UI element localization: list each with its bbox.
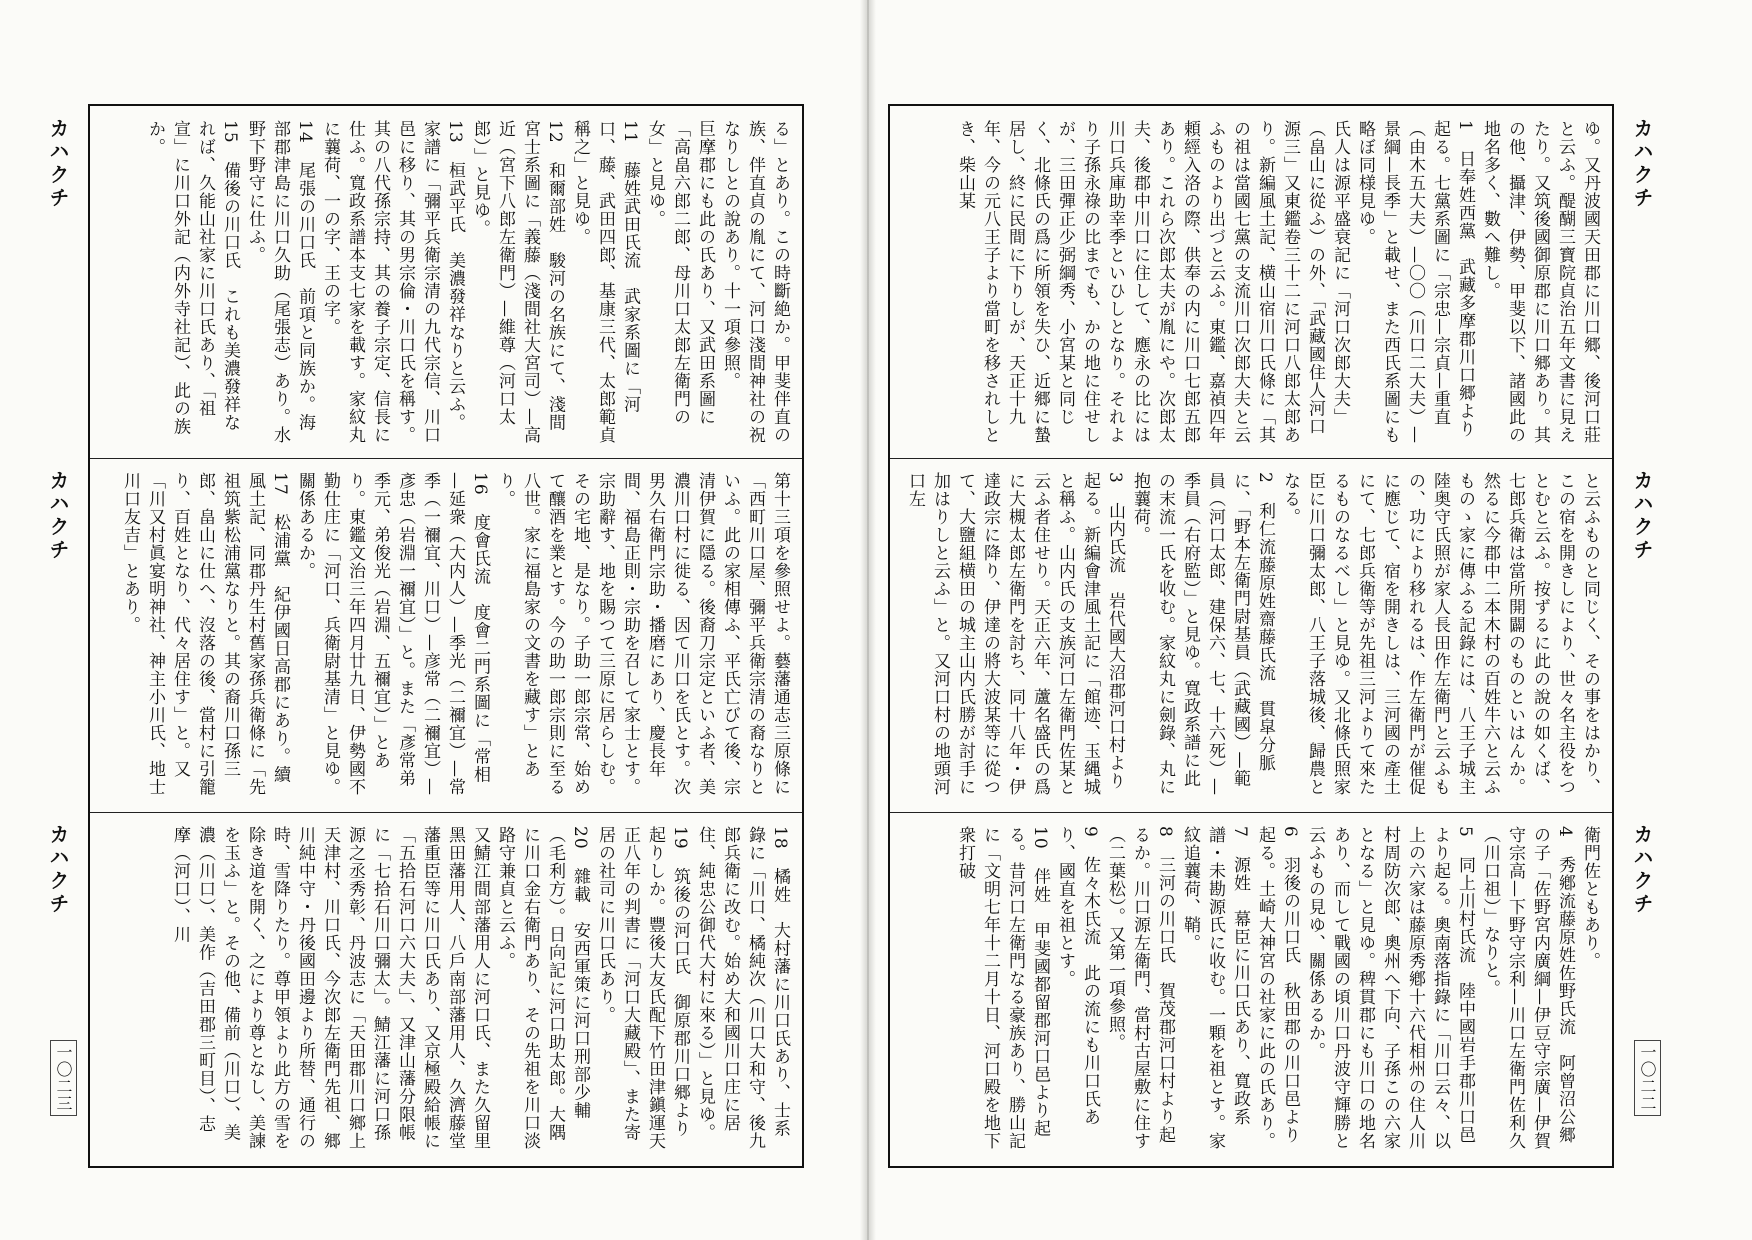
page-number: 一〇二三 <box>50 1040 77 1116</box>
body-text: と云ふものと同じく、その事をはかり、この宿を開きしにより、世々名主役をつとむと云ふ。按ずるに此の說の如くば、七郎兵衛は當所開闢のものといはんか。然るに今郡中二本木村の百姓牛六と云ふものゝ家に傳ふる記錄には、八王子城主陸奥守氏照が家人長田作左衛門と云ふもの、功により移れるは、作左衛門が催促に應じて、宿を開きしは、三河國の產土にて、七郎兵衛等が先祖三河よりて來たるものなるべし」と見ゆ。又北條氏照家臣に川口彌太郎、八王子落城後、歸農となる。 2 利仁流藤原姓齋藤氏流 貫皐分脈に、「野本左衛門尉基員（武藏國）—範員（河口太郎、建保六、七、十六死）—季員（右府監）」と見ゆ。寬政系譜に此の末流一氏を收む。家紋丸に劍錄、丸に抱蘘荷。 3 山内氏流 岩代國大沼郡河口村より起る。新編會津風土記に「館迹、玉縄城と稱ふ。山内氏の支族河口左衛門佐某と云ふ者住せり。天正六年、蘆名盛氏の爲に大槻太郎左衛門を討ち、同十八年・伊達政宗に降り、伊達の將大波某等に從つて、大鹽組横田の城主山内氏勝が討手に加はりしと云ふ」と。又河口村の地頭河口左 <box>905 472 1600 796</box>
band-divider <box>90 458 802 459</box>
body-text: ゆ。又丹波國天田郡に川口郷、後河口莊と云ふ。醍醐三寶院貞治五年文書に見えたり。又筑後國御原郡に川口郷あり。其の他、攝津、伊勢、甲斐以下、諸國此の地名多く、數へ難し。 1 日奉姓西黨 武藏多摩郡川口郷より起る。七黨系圖に「宗忠—宗貞—重直（由木五大夫）—〇〇（川口二大夫）—景綱—長季」と載せ、また西氏系圖にも略ぼ同様見ゆ。 氏人は源平盛衰記に「河口次郎大夫」（畠山に從ふ）の外、「武藏國住人河口源三」又東鑑卷三十二に河口八郎太郎あり。新編風土記、横山宿川口氏條に「其の祖は當國七黨の支流川口次郎大夫と云ふものより出づと云ふ。東鑑、嘉禎四年頼經入洛の際、供奉の内に川口七郎五郎あり。これら次郎太夫が胤にや。次郎太夫、後郡中川口に住して、應永の比には川口兵庫助幸季といひしとなり。それより子孫永祿の比までも、かの地に住せしが、三田彈正少弼綱秀、小宮某と同じく、北條氏の爲に所領を失ひ、近郷に蟄居し、終に民間に下りしが、天正十九年、今の元八王子より當町を移されしとき、柴山某 <box>955 120 1600 444</box>
band-divider <box>890 458 1612 459</box>
text-band-top <box>890 106 1612 458</box>
body-text: 衛門佐ともあり。 4 秀鄕流藤原姓佐野氏流 阿曾沼公郷の子「佐野宮内廣綱—伊豆守宗廣—伊賀守宗高—下野守宗利—川口左衛門佐利久（川口祖）」なりと。 5 同上川村氏流 陸中國岩手郡川口邑より起る。奧南落指錄に「川口云々、以上の六家は藤原秀鄕十六代相州の住人川村周防次郎、奧州へ下向、子孫この六家となる」と見ゆ。稗貫郡にも川口の地名あり、而して戰國の頃川口丹波守輝勝と云ふもの見ゆ、關係あるか。 6 羽後の川口氏 秋田郡の川口邑より起る。土崎大神宮の社家に此の氏あり。 7 源姓 幕臣に川口氏あり、寬政系譜・未勘源氏に收む。一顆を祖とす。家紋追蘘荷、鞘。 8 三河の川口氏 賀茂郡河口村より起るか。川口源左衛門、當村古屋敷に住す（二葉松）。又第一項參照。 9 佐々木氏流 此の流にも川口氏あり、國直を祖とす。 10 伴姓 甲斐國都留郡河口邑より起る。昔河口左衛門なる豪族あり、勝山記に「文明七年十二月十日、河口殿を地下衆打破 <box>955 826 1600 1150</box>
right-text-frame <box>888 104 1614 1168</box>
running-heading: カハクチ <box>46 824 70 916</box>
running-heading: カハクチ <box>1630 824 1654 916</box>
running-heading: カハクチ <box>1630 470 1654 562</box>
body-text: 18 橘姓 大村藩に川口氏あり、士系錄に「川口、橘純次（川口大和守、後九郎兵衛に改む。始め大和國川口庄に居住、純忠公御代大村に來る）」と見ゆ。 19 筑後の河口氏 御原郡川口郷より起りしか。豐後大友氏配下竹田津鎭運天正八年の判書に「河口大藏殿」、また寄居の社司に川口氏あり。 20 雜載 安西軍策に河口刑部少輔（毛利方）。日向記に河口助太郎。大隅に川口金右衛門あり、その先祖を川口淡路守兼貞と云ふ。 又鯖江間部藩用人に河口氏、また久留里黑田藩用人、八戶南部藩用人、久濟藤堂藩重臣等に川口氏あり、又京極殿給帳に「五拾石河口六大夫」、又津山藩分限帳に「七拾石川口彌太」。鯖江藩に河口孫源之丞秀彰、丹波志に「天田郡川口鄉上天津村、川口氏、今次郎左衛門先祖、郷川純中守・丹後國田邊より所替、通行の時、雪降りたり。尊甲領より此方の雪を除き道を開く、之により尊となし、美諫を玉ふ」と。その他、備前（川口）、美濃（川口）、美作（吉田郡三町目）、志摩（河口）、川 <box>170 826 790 1150</box>
body-text: 第十三項を參照せよ。藝藩通志三原條に「西町川口屋、彌平兵衛宗清の裔なりといふ。此の家相傳ふ、平氏亡びて後、宗清伊賀に隱る。後裔刀宗定といふ者、美濃川口村に徙る、因て川口を氏とす。次男久右衛門宗助・播磨にあり、慶長年間、福島正則・宗助を召して家士とす。宗助辭す、地を賜つて三原に居らしむ。その宅地、是なり。子助一郎宗常、始めて釀酒を業とす。今の助一郎宗則に至る八世。家に福島家の文書を藏す」とあり。 16 度會氏流 度會二門系圖に「常相—延衆（大内人）—季光（二禰宜）—常季（一禰宜、川口）—彦常（二禰宜）—彥忠（岩淵一禰宜）」と。また「彥常弟季元、弟俊光（岩淵、五禰宜）」とあり。東鑑文治三年四月廿九日、伊勢國不勤仕庄に「河口、兵衛尉基清」と見ゆ。關係あるか。 17 松浦黨 紀伊國日高郡にあり。續風土記、同郡丹生村舊家孫兵衛條に「先祖筑紫松浦黨なりと。其の裔川口孫三郎、畠山に仕へ、沒落の後、當村に引籠り、百姓となり、代々居住す」と。又「川又村眞宴明神社、神主小川氏、地士川口友吉」とあり。 <box>120 472 790 796</box>
band-divider <box>90 812 802 813</box>
book-spine <box>860 0 876 1240</box>
text-band-middle <box>890 460 1612 812</box>
running-heading: カハクチ <box>46 118 70 210</box>
text-band-middle <box>90 460 802 812</box>
band-divider <box>890 812 1612 813</box>
text-band-bottom <box>90 814 802 1164</box>
running-heading: カハクチ <box>46 470 70 562</box>
page-number: 一〇二二 <box>1634 1040 1661 1116</box>
left-text-frame <box>88 104 804 1168</box>
body-text: る」とあり。この時斷絶か。甲斐伴直の族、伴直貞の胤にて、河口淺間神社の祝なりしとの說あり。十一項參照。 巨摩郡にも此の氏あり、又武田系圖に「高畠六郎二郎、母川口太郎左衛門の女」と見ゆ。 11 藤姓武田氏流 武家系圖に「河口、藤、武田四郎、基康三代、太郎範貞稱之」と見ゆ。 12 和爾部姓 駿河の名族にて、淺間宮士系圖に「義藤（淺間社大宮司）—高近（宮下八郎左衛門）—維尊（河口太郎）」と見ゆ。 13 桓武平氏 美濃發祥なりと云ふ。家譜に「彌平兵衛宗清の九代宗信、川口邑に移り、其の男宗倫・川口氏を稱す。其の八代孫宗持、其の養子宗定、信長に仕ふ。寬政系譜本支七家を載す。家紋丸に蘘荷、一の字、王の字。 14 尾張の川口氏 前項と同族か。海部郡津島に川口久助（尾張志）あり。水野下野守に仕ふ。 15 備後の川口氏 これも美濃發祥なれば、久能山社家に川口氏あり、「祖宣」に川口外記（内外寺社記）、此の族か。 <box>145 120 790 444</box>
text-band-bottom <box>890 814 1612 1164</box>
running-heading: カハクチ <box>1630 118 1654 210</box>
text-band-top <box>90 106 802 458</box>
